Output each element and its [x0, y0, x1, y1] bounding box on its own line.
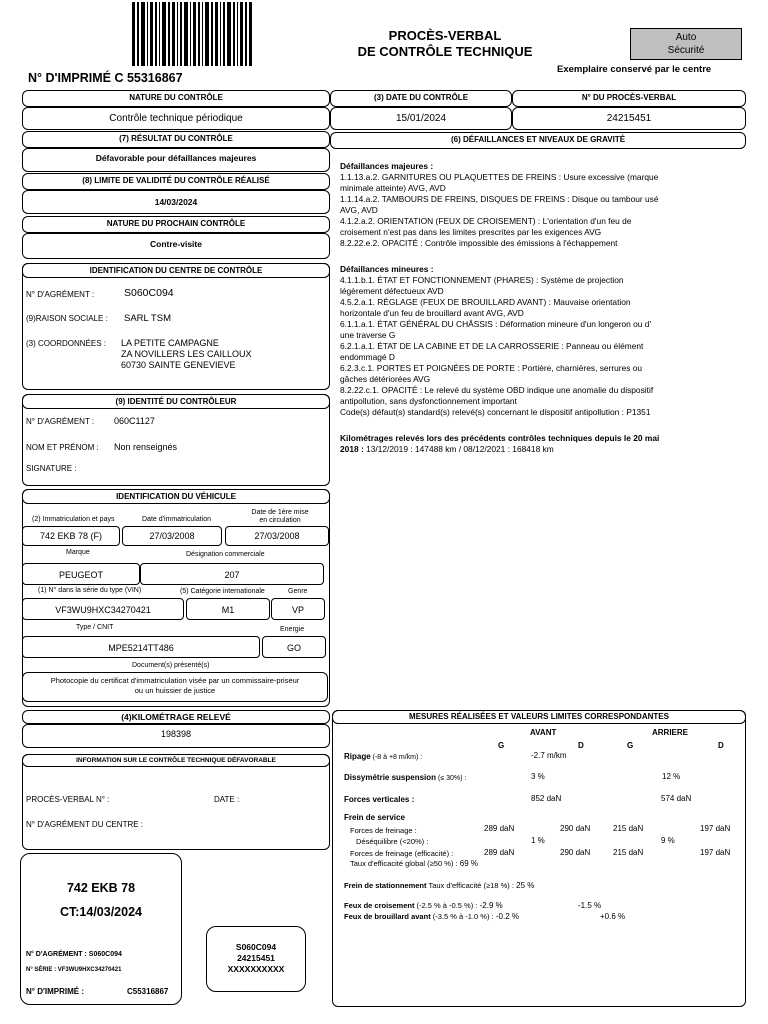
energie-label: Energie [280, 626, 305, 633]
prochain-value: Contre-visite [150, 239, 202, 249]
centre-coord-value [121, 338, 252, 371]
dissym-arriere: 12 % [662, 772, 681, 781]
majeure-line: croisement n'est pas dans les limites prescrites par les exigences AVG [340, 227, 602, 237]
dissym-limit: (≤ 30%) : [436, 775, 467, 782]
date-immat-label: Date d'immatriculation [142, 516, 212, 523]
majeure-line: 8.2.22.e.2. OPACITÉ : Contrôle impossible des émissions à l'échappement [340, 238, 618, 248]
ripage-limit: (-8 à +8 m/km) : [370, 754, 423, 761]
defaillances-header: (6) DÉFAILLANCES ET NIVEAUX DE GRAVITÉ [330, 132, 746, 149]
date-circ-label [240, 509, 320, 525]
brand-box [630, 28, 742, 60]
ffe-avant-g: 289 daN [484, 848, 515, 857]
avant-label: AVANT [530, 728, 557, 737]
ripage-value: -2.7 m/km [531, 751, 567, 760]
printed-number: N° D'IMPRIMÉ C 55316867 [28, 71, 183, 85]
centre-agrement-label: N° D'AGRÉMENT : [26, 290, 95, 299]
taux-value: 69 % [459, 859, 479, 868]
stationnement-limit: Taux d'efficacité (≥18 %) : [426, 881, 514, 890]
kilometrage-header: (4)KILOMÉTRAGE RELEVÉ [22, 710, 330, 724]
brouillard-g: -0.2 % [495, 912, 519, 921]
ripage-row [344, 752, 422, 761]
majeure-line: 1.1.13.a.2. GARNITURES OU PLAQUETTES DE FREINS : Usure excessive (marque [340, 172, 659, 182]
brouillard-label: Feux de brouillard avant [344, 912, 431, 921]
immat-field: 742 EKB 78 (F) [22, 526, 120, 546]
info-date-label: DATE : [214, 795, 240, 804]
brand-line1: Auto [675, 32, 697, 43]
categorie-label: (5) Catégorie internationale [180, 588, 265, 595]
dissym-avant: 3 % [531, 772, 545, 781]
centre-coord-line1: LA PETITE CAMPAGNE [121, 338, 219, 348]
defaillances-majeures [340, 161, 692, 249]
designation-label: Désignation commerciale [186, 551, 265, 558]
mineure-line: Code(s) défaut(s) standard(s) relevé(s) concernant le dispositif antipollution : P1351 [340, 407, 651, 417]
validite-value: 14/03/2024 [154, 197, 198, 207]
desequilibre-arriere: 9 % [661, 836, 675, 845]
mesures-header: MESURES RÉALISÉES ET VALEURS LIMITES CORRESPONDANTES [332, 710, 746, 724]
vignette-serie: N° SÉRIE : VF3WU9HXC34270421 [26, 967, 122, 973]
majeures-title: Défaillances majeures : [340, 161, 434, 171]
info-agrement-label: N° D'AGRÉMENT DU CENTRE : [26, 820, 144, 829]
stationnement-label: Frein de stationnement [344, 881, 427, 890]
mineure-line: horizontale d'un feu de brouillard avant AVG, AVD [340, 308, 524, 318]
nature-controle-value: Contrôle technique périodique [109, 113, 243, 124]
majeure-line: minimale atteinte) AVG, AVD [340, 183, 446, 193]
mineure-line: antipollution, sans dysfonctionnement important [340, 396, 517, 406]
km-title-line2: 2018 : [340, 444, 364, 454]
categorie-field: M1 [186, 598, 270, 620]
page-title-line1: PROCÈS-VERBAL [388, 28, 502, 43]
frein-service-label: Frein de service [344, 813, 405, 822]
vignette-imprime-value: C55316867 [127, 987, 169, 996]
nature-controle-header: NATURE DU CONTRÔLE [22, 90, 330, 107]
majeure-line: AVG, AVD [340, 205, 378, 215]
centre-coord-label: (3) COORDONNÉES : [26, 339, 107, 348]
mineures-title: Défaillances mineures : [340, 264, 434, 274]
ff-arriere-d: 197 daN [700, 824, 731, 833]
mineure-line: 4.1.1.b.1. ÉTAT ET FONCTIONNEMENT (PHARES) : Système de projection [340, 275, 624, 285]
vin-label: (1) N° dans la série du type (VIN) [38, 587, 142, 594]
defaillances-mineures [340, 264, 692, 418]
brand-line2: Sécurité [667, 45, 705, 56]
stamp-line1: S060C094 [235, 942, 277, 952]
copy-note: Exemplaire conservé par le centre [557, 64, 712, 75]
mineure-line: gâches détériorées AVG [340, 374, 431, 384]
ff-avant-g: 289 daN [484, 824, 515, 833]
stamp-box [206, 926, 306, 992]
ffe-label: Forces de freinage (efficacité) : [350, 849, 454, 858]
arriere-d-label: D [718, 741, 724, 750]
taux-label: Taux d'efficacité global (≥50 %) : [350, 859, 458, 868]
energie-field: GO [262, 636, 326, 658]
resultat-value: Défavorable pour défaillances majeures [95, 153, 257, 163]
date-circ-label-line2: en circulation [259, 517, 301, 524]
ffe-arriere-g: 215 daN [613, 848, 644, 857]
documents-label: Document(s) présenté(s) [132, 662, 210, 669]
vignette-agrement: N° D'AGRÉMENT : S060C094 [26, 951, 122, 958]
type-label: Type / CNIT [76, 624, 114, 631]
centre-agrement-value: S060C094 [124, 287, 174, 299]
controleur-signature-label: SIGNATURE : [26, 464, 77, 473]
desequilibre-avant: 1 % [531, 836, 545, 845]
mineure-line: endommagé D [340, 352, 395, 362]
stamp-line3: XXXXXXXXXX [227, 964, 285, 974]
mineure-line: légèrement défectueux AVD [340, 286, 444, 296]
croisement-d: -1.5 % [578, 901, 602, 910]
majeure-line: 1.1.14.a.2. TAMBOURS DE FREINS, DISQUES DE FREINS : Disque ou tambour usé [340, 194, 659, 204]
mineure-line: 6.1.1.a.1. ÉTAT GÉNÉRAL DU CHÂSSIS : Déformation mineure d'un longeron ou d' [340, 319, 652, 329]
vignette-plate: 742 EKB 78 [66, 881, 136, 895]
date-controle-value: 15/01/2024 [395, 113, 447, 124]
avant-d-label: D [578, 741, 584, 750]
pv-number-value: 24215451 [606, 113, 652, 124]
prochain-header: NATURE DU PROCHAIN CONTRÔLE [22, 216, 330, 233]
immat-label: (2) Immatriculation et pays [32, 516, 115, 523]
resultat-header: (7) RÉSULTAT DU CONTRÔLE [22, 131, 330, 148]
controleur-agrement-value: 060C1127 [114, 416, 155, 426]
mineure-line: 6.2.1.a.1. ÉTAT DE LA CABINE ET DE LA CARROSSERIE : Panneau ou élément [340, 341, 644, 351]
stamp-line2: 24215451 [237, 953, 275, 963]
documents-field [22, 672, 328, 702]
type-field: MPE5214TT486 [22, 636, 260, 658]
croisement-row [344, 901, 503, 910]
centre-raison-value: SARL TSM [124, 313, 171, 324]
page-title-line2: DE CONTRÔLE TECHNIQUE [357, 44, 533, 59]
documents-line1: Photocopie du certificat d'immatriculation visée par un commissaire-priseur [50, 676, 300, 685]
forces-freinage-label: Forces de freinage : [350, 826, 417, 835]
brouillard-row [344, 912, 519, 921]
ffe-arriere-d: 197 daN [700, 848, 731, 857]
centre-raison-label: (9)RAISON SOCIALE : [26, 314, 108, 323]
ripage-label: Ripage [344, 752, 371, 761]
centre-coord-line3: 60730 SAINTE GENEVIEVE [121, 360, 236, 370]
stationnement-value: 25 % [516, 881, 535, 890]
barcode [132, 0, 252, 68]
kilometrages-precedents [340, 433, 692, 455]
centre-coord-line2: ZA NOVILLERS LES CAILLOUX [121, 349, 252, 359]
page-title [330, 28, 560, 60]
pv-number-header: N° DU PROCÈS-VERBAL [512, 90, 746, 107]
taux-row [350, 859, 478, 868]
info-defavorable-header: INFORMATION SUR LE CONTRÔLE TECHNIQUE DÉFAVORABLE [22, 754, 330, 767]
dissym-row [344, 773, 466, 782]
info-pv-label: PROCÈS-VERBAL N° : [26, 795, 110, 804]
centre-header: IDENTIFICATION DU CENTRE DE CONTRÔLE [22, 263, 330, 278]
date-circ-field: 27/03/2008 [225, 526, 329, 546]
croisement-limit: (-2.5 % à -0.5 %) : [414, 901, 478, 910]
controleur-nom-label: NOM ET PRÉNOM : [26, 443, 99, 452]
ff-avant-d: 290 daN [560, 824, 591, 833]
desequilibre-label: Déséquilibre (<20%) : [356, 837, 429, 846]
vignette-ct: CT:14/03/2024 [59, 905, 142, 919]
forces-verticales-avant: 852 daN [531, 794, 562, 803]
croisement-label: Feux de croisement [344, 901, 415, 910]
km-values: 13/12/2019 : 147488 km / 08/12/2021 : 168418 km [363, 444, 554, 454]
forces-verticales-label: Forces verticales : [344, 795, 415, 804]
date-immat-field: 27/03/2008 [122, 526, 222, 546]
controleur-nom-value: Non renseignés [114, 442, 178, 452]
mineure-line: 8.2.22.c.1. OPACITÉ : Le relevé du système OBD indique une anomalie du dispositif [340, 385, 654, 395]
arriere-g-label: G [627, 741, 634, 750]
marque-field: PEUGEOT [22, 563, 140, 585]
vin-field: VF3WU9HXC34270421 [22, 598, 184, 620]
ffe-avant-d: 290 daN [560, 848, 591, 857]
majeure-line: 4.1.2.a.2. ORIENTATION (FEUX DE CROISEMENT) : L'orientation d'un feu de [340, 216, 632, 226]
stationnement-row [344, 881, 534, 890]
validite-header: (8) LIMITE DE VALIDITÉ DU CONTRÔLE RÉALISÉ [22, 173, 330, 190]
designation-field: 207 [140, 563, 324, 585]
genre-label: Genre [288, 588, 308, 595]
mineure-line: une traverse G [340, 330, 396, 340]
kilometrage-value: 198398 [160, 729, 192, 739]
arriere-label: ARRIERE [652, 728, 689, 737]
date-controle-header: (3) DATE DU CONTRÔLE [330, 90, 512, 107]
brouillard-d: +0.6 % [600, 912, 626, 921]
controleur-header: (9) IDENTITÉ DU CONTRÔLEUR [22, 394, 330, 409]
avant-g-label: G [498, 741, 505, 750]
date-circ-label-line1: Date de 1ère mise [251, 509, 309, 516]
mineure-line: 6.2.3.c.1. PORTES ET POIGNÉES DE PORTE : Portière, charnières, serrures ou [340, 363, 643, 373]
ff-arriere-g: 215 daN [613, 824, 644, 833]
brouillard-limit: (-3.5 % à -1.0 %) : [430, 912, 494, 921]
km-title-line1: Kilométrages relevés lors des précédents contrôles techniques depuis le 20 mai [340, 433, 660, 443]
genre-field: VP [271, 598, 325, 620]
vignette-box [20, 853, 182, 1005]
croisement-g: -2.9 % [479, 901, 503, 910]
mineure-line: 4.5.2.a.1. RÉGLAGE (FEUX DE BROUILLARD AVANT) : Mauvaise orientation [340, 297, 631, 307]
controleur-agrement-label: N° D'AGRÉMENT : [26, 417, 95, 426]
documents-line2: ou un huissier de justice [134, 686, 216, 695]
forces-verticales-arriere: 574 daN [661, 794, 692, 803]
vignette-imprime-label: N° D'IMPRIMÉ : [26, 987, 84, 996]
dissym-label: Dissymétrie suspension [344, 773, 437, 782]
vehicule-header: IDENTIFICATION DU VÉHICULE [22, 489, 330, 504]
marque-label: Marque [66, 549, 90, 556]
